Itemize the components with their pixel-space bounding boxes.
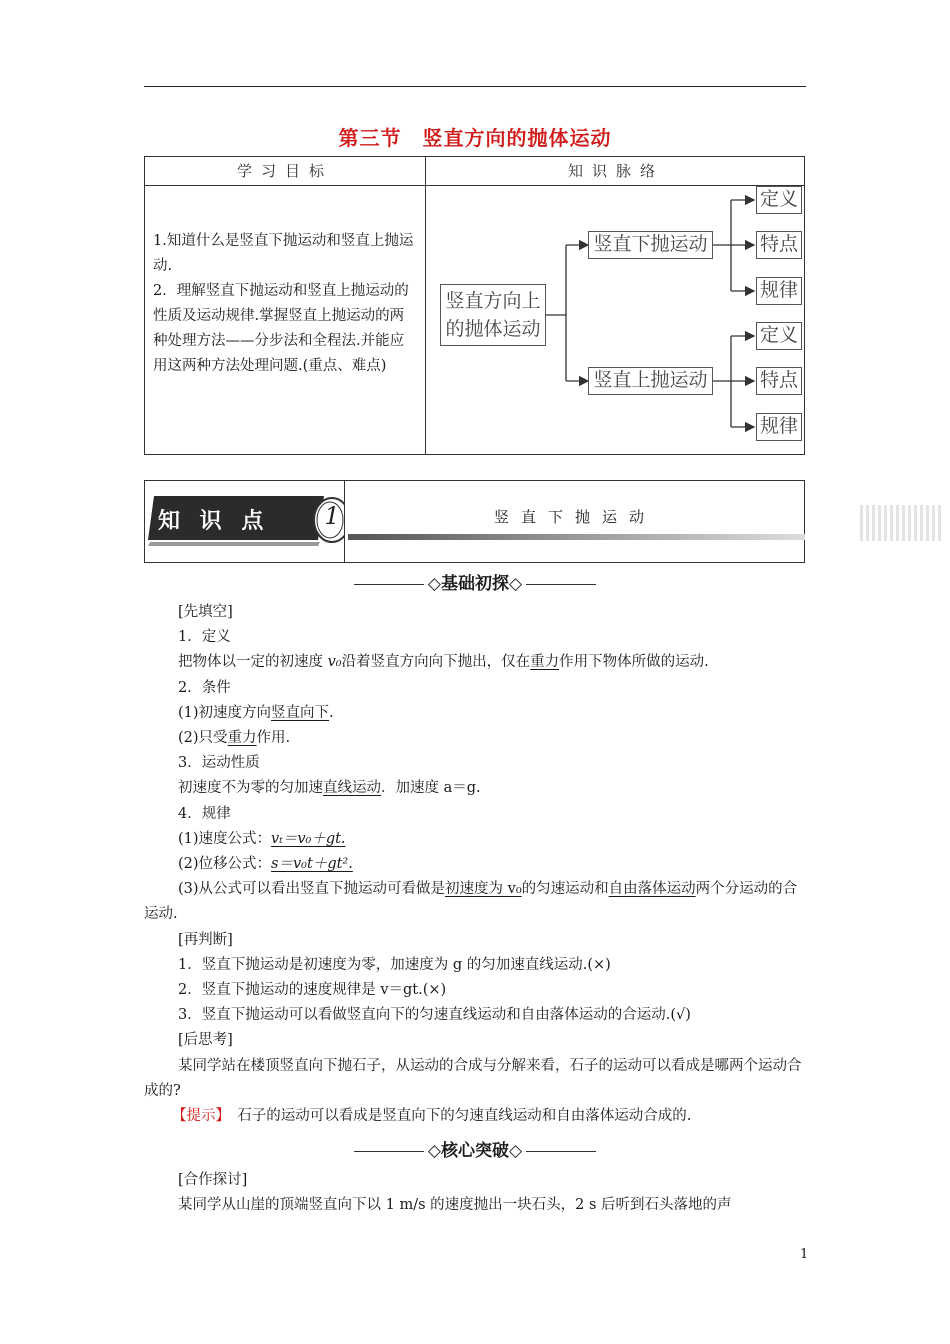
definition-text: 把物体以一定的初速度 v₀沿着竖直方向向下抛出，仅在重力作用下物体所做的运动. xyxy=(178,654,709,671)
answer-blank: s＝v₀t＋gt². xyxy=(271,856,353,873)
banner-decoration xyxy=(860,505,944,541)
think-question: 某同学站在楼顶竖直向下抛石子，从运动的合成与分解来看，石子的运动可以看成是哪两个运动合成的? xyxy=(144,1057,802,1099)
knowledge-point-badge xyxy=(146,482,344,561)
explore-text: 某同学从山崖的顶端竖直向下以 1 m/s 的速度抛出一块石头，2 s 后听到石头落地的声 xyxy=(178,1197,732,1214)
core-divider: ◇核心突破◇ xyxy=(0,1136,950,1161)
judge-label: [再判断] xyxy=(178,931,233,948)
mindmap-leaf-feature: 特点 xyxy=(756,231,802,259)
mindmap-branch-down: 竖直下抛运动 xyxy=(588,231,713,259)
mindmap-leaf-definition: 定义 xyxy=(756,186,802,214)
answer-blank: 自由落体运动 xyxy=(608,881,696,898)
mindmap-leaf-law: 规律 xyxy=(756,413,802,441)
condition-1: (1)初速度方向竖直向下. xyxy=(178,704,334,721)
judge-item: 2．竖直下抛运动的速度规律是 v＝gt.(×) xyxy=(178,982,447,999)
law-composition: (3)从公式可以看出竖直下抛运动可看做是初速度为 v₀的匀速运动和自由落体运动两个分运动的合运动. xyxy=(144,881,798,923)
learning-goals-list xyxy=(153,229,417,379)
judge-item: 3．竖直下抛运动可以看做竖直向下的匀速直线运动和自由落体运动的合运动.(√) xyxy=(178,1007,691,1024)
think-label: [后思考] xyxy=(178,1032,233,1049)
core-title: 核心突破 xyxy=(441,1141,509,1161)
header-rule xyxy=(144,86,806,87)
page-number: 1 xyxy=(800,1247,809,1262)
answer-blank: 竖直向下 xyxy=(271,704,330,721)
section-heading: 竖直下抛运动 xyxy=(493,508,656,526)
badge-number: 1 xyxy=(324,502,340,530)
basics-divider: ◇基础初探◇ xyxy=(0,569,950,594)
page-title: 第三节 竖直方向的抛体运动 xyxy=(338,126,612,150)
item-heading: 3．运动性质 xyxy=(178,755,260,772)
learning-goal-1: 1.知道什么是竖直下抛运动和竖直上抛运动. xyxy=(153,233,414,274)
basics-title: 基础初探 xyxy=(441,574,509,594)
answer-blank: 直线运动 xyxy=(323,780,381,797)
learning-goals-header: 学习目标 xyxy=(236,162,333,180)
learning-goal-2: 2．理解竖直下抛运动和竖直上抛运动的性质及运动规律.掌握竖直上抛运动的两种处理方法——分步法和全程法.并能应用这两种方法处理问题.(重点、难点) xyxy=(153,283,409,374)
mindmap-leaf-law: 规律 xyxy=(756,277,802,305)
item-heading: 2．条件 xyxy=(178,679,231,696)
answer-blank: vₜ＝v₀＋gt. xyxy=(271,830,346,847)
banner-divider xyxy=(344,480,345,563)
answer-blank: 初速度为 v₀ xyxy=(445,881,522,898)
badge-label: 知 识 点 xyxy=(158,509,270,534)
law-velocity: (1)速度公式：vₜ＝v₀＋gt. xyxy=(178,830,346,847)
mindmap-leaf-feature: 特点 xyxy=(756,367,802,395)
judge-item: 1．竖直下抛运动是初速度为零，加速度为 g 的匀加速直线运动.(×) xyxy=(178,956,611,973)
knowledge-mindmap xyxy=(424,184,805,454)
law-displacement: (2)位移公式：s＝v₀t＋gt². xyxy=(178,856,353,873)
hint-label: 【提示】 xyxy=(172,1108,223,1125)
mindmap-branch-up: 竖直上抛运动 xyxy=(588,367,713,395)
answer-blank: 重力 xyxy=(227,730,257,747)
fill-blank-label: [先填空] xyxy=(178,604,233,620)
banner-stripe xyxy=(348,534,805,540)
condition-2: (2)只受重力作用. xyxy=(178,730,291,747)
item-heading: 4．规律 xyxy=(178,805,231,822)
fill-blank-section xyxy=(144,600,806,1129)
hint-paragraph xyxy=(172,1104,806,1129)
knowledge-map-header: 知识脉络 xyxy=(567,162,664,180)
explore-section xyxy=(178,1168,806,1218)
answer-blank: 重力 xyxy=(530,654,560,671)
item-heading: 1．定义 xyxy=(178,629,231,646)
hint-text: 石子的运动可以看成是竖直向下的匀速直线运动和自由落体运动合成的. xyxy=(237,1108,692,1125)
mindmap-root: 竖直方向上的抛体运动 xyxy=(440,284,546,346)
explore-label: [合作探讨] xyxy=(178,1172,248,1188)
nature-text: 初速度不为零的匀加速直线运动．加速度 a＝g. xyxy=(178,780,481,797)
mindmap-leaf-definition: 定义 xyxy=(756,322,802,350)
